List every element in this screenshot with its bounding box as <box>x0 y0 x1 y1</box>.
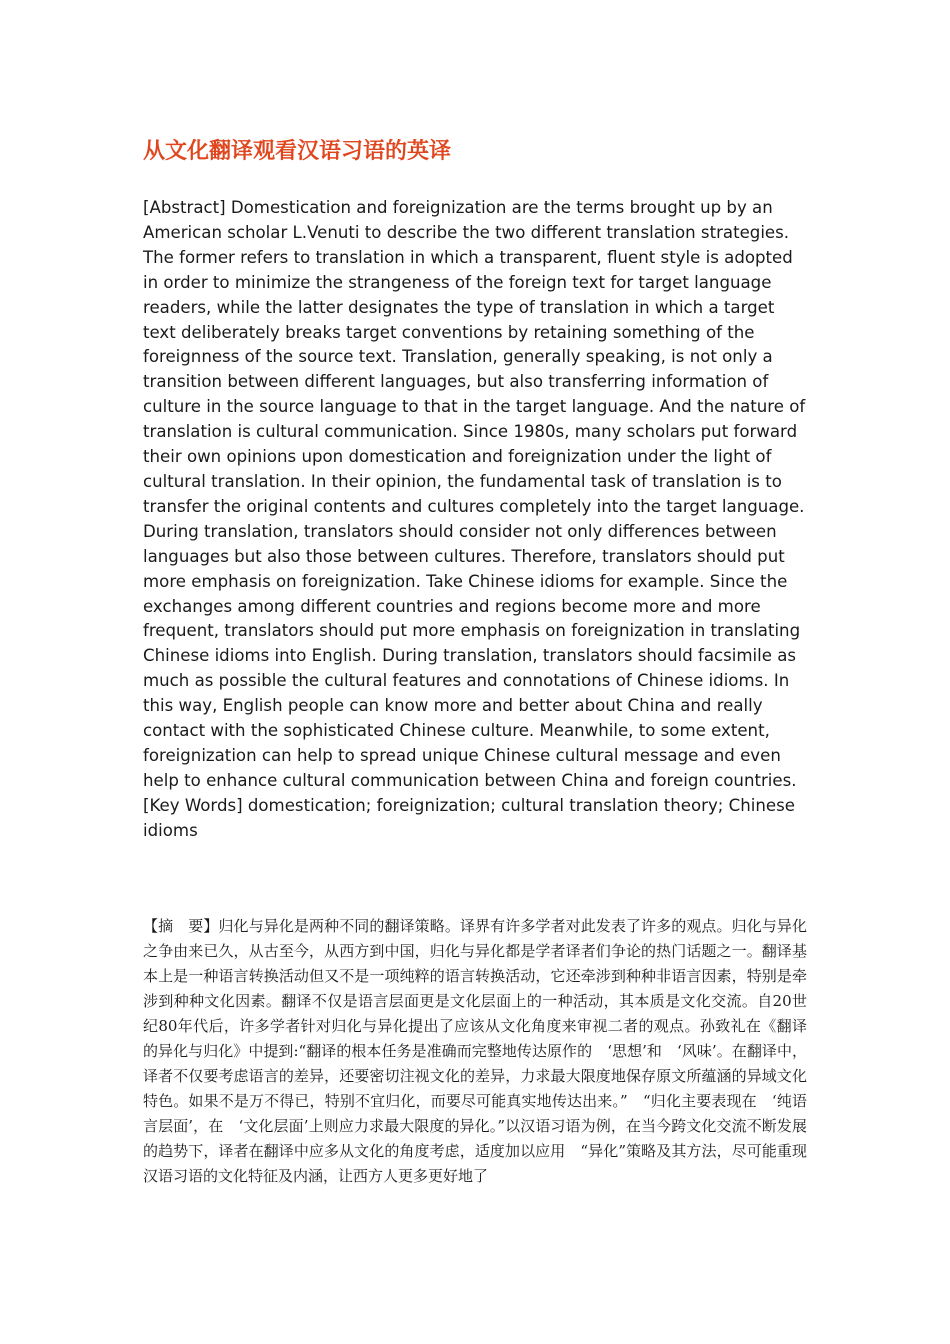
english-abstract-text: [Abstract] Domestication and foreignization are the terms brought up by an American scholar L.Venuti to describe the two different translation strategies. The former refers to translation in which a transparent, fluent style is adopted in order to minimize the strangeness of the foreign text for target language readers, while the latter designates the type of translation in which a target text deliberately breaks target conventions by retaining something of the foreignness of the source text. Translation, generally speaking, is not only a transition between different languages, but also transferring information of culture in the source language to that in the target language. And the nature of translation is cultural communication. Since 1980s, many scholars put forward their own opinions upon domestication and foreignization under the light of cultural translation. In their opinion, the fundamental task of translation is to transfer the original contents and cultures completely into the target language. During translation, translators should consider not only differences between languages but also those between cultures. Therefore, translators should put more emphasis on foreignization. Take Chinese idioms for example. Since the exchanges among different countries and regions become more and more frequent, translators should put more emphasis on foreignization in translating Chinese idioms into English. During translation, translators should facsimile as much as possible the cultural features and connotations of Chinese idioms. In this way, English people can know more and better about China and really contact with the sophisticated Chinese culture. Meanwhile, to some extent, foreignization can help to spread unique Chinese cultural message and even help to enhance cultural communication between China and foreign countries. <box>143 198 806 790</box>
document-title: 从文化翻译观看汉语习语的英译 <box>143 138 452 164</box>
english-abstract <box>143 196 807 844</box>
chinese-abstract: 【摘 要】归化与异化是两种不同的翻译策略。译界有许多学者对此发表了许多的观点。归化与异化之争由来已久，从古至今，从西方到中国，归化与异化都是学者译者们争论的热门话题之一。翻译基本上是一种语言转换活动但又不是一项纯粹的语言转换活动，它还牵涉到种种非语言因素，特别是牵涉到种种文化因素。翻译不仅是语言层面更是文化层面上的一种活动，其本质是文化交流。自20世纪80年代后，许多学者针对归化与异化提出了应该从文化角度来审视二者的观点。孙致礼在《翻译的异化与归化》中提到:“翻译的根本任务是准确而完整地传达原作的 ‘思想’和 ‘风味’。在翻译中，译者不仅要考虑语言的差异，还要密切注视文化的差异，力求最大限度地保存原文所蕴涵的异域文化特色。如果不是万不得已，特别不宜归化，而要尽可能真实地传达出来。” “归化主要表现在 ‘纯语言层面’，在 ‘文化层面’上则应力求最大限度的异化。”以汉语习语为例，在当今跨文化交流不断发展的趋势下，译者在翻译中应多从文化的角度考虑，适度加以应用 “异化”策略及其方法，尽可能重现汉语习语的文化特征及内涵，让西方人更多更好地了 <box>143 917 807 1185</box>
english-keywords: [Key Words] domestication; foreignization; cultural translation theory; Chinese idioms <box>143 795 795 840</box>
